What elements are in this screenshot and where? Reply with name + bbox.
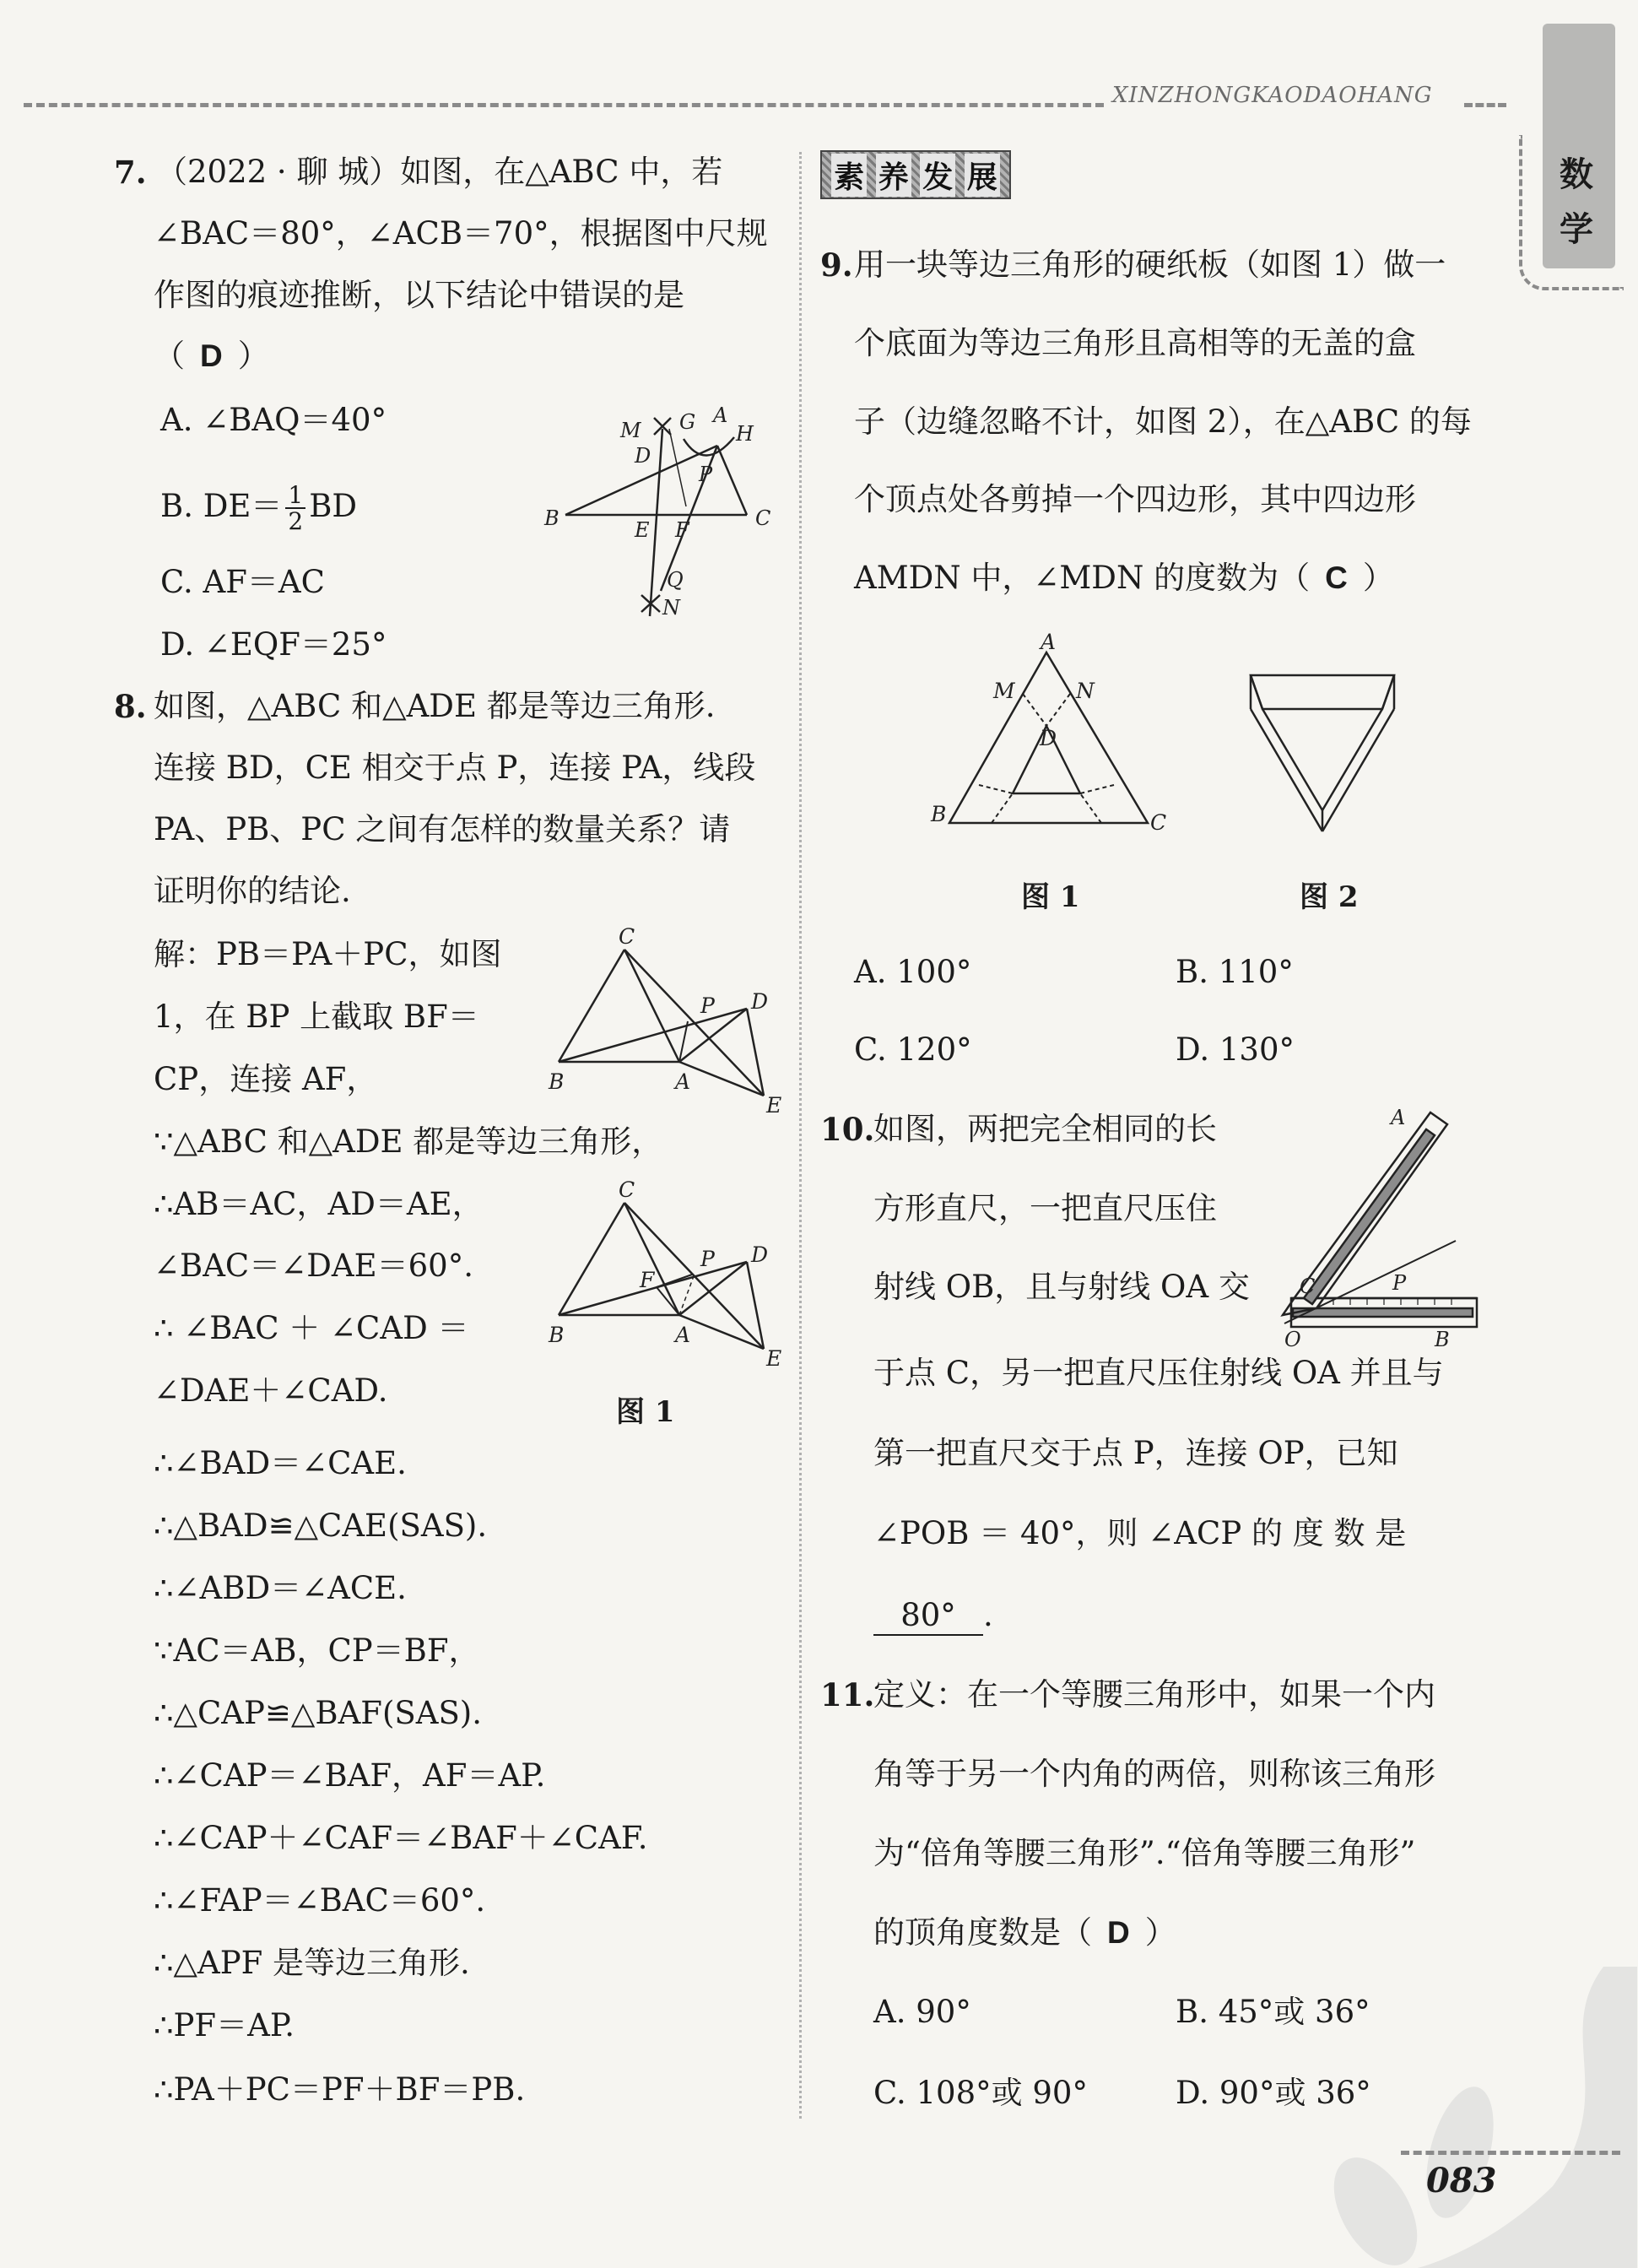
q7-fig-label-m: M (620, 419, 641, 442)
q7-option-d: D. ∠EQF＝25° (160, 626, 387, 663)
q10-fig-label-a: A (1391, 1106, 1406, 1129)
q8-figure-a (549, 924, 782, 1118)
q7-option-b-suffix: BD (309, 487, 358, 524)
q7-fig-label-e: E (635, 518, 650, 542)
q9-fig-label-c: C (1150, 810, 1167, 835)
q8-fig-b-label-d: D (751, 1242, 769, 1267)
q11-paren-close: ） (1144, 1914, 1176, 1951)
q7-fig-label-h: H (736, 422, 754, 446)
q10-fig-label-p: P (1392, 1271, 1407, 1295)
q10-number: 10. (820, 1111, 875, 1148)
q7-line-2: ∠BAC＝80°，∠ACB＝70°，根据图中尺规 (154, 215, 768, 252)
q9-fig-label-n: N (1076, 679, 1095, 703)
q11-line-2: 角等于另一个内角的两倍，则称该三角形 (873, 1756, 1435, 1792)
q8-solution-line-17: ∴△APF 是等边三角形. (154, 1945, 470, 1981)
q8-fig-b-label-a: A (675, 1323, 691, 1347)
q7-fig-label-b: B (544, 506, 560, 530)
q7-number: 7. (114, 154, 147, 191)
q8-figure-caption: 图 1 (616, 1395, 675, 1429)
q7-answer: D (200, 338, 223, 373)
q8-solution-line-6: ∠BAC＝∠DAE＝60°. (154, 1248, 473, 1284)
q8-figure-b (549, 1177, 782, 1376)
q9-figure-2 (1241, 663, 1409, 840)
q9-line-5: AMDN 中，∠MDN 的度数为（ (854, 560, 1311, 596)
q10-fig-label-o: O (1284, 1328, 1301, 1351)
q8-fig-a-label-a: A (675, 1069, 691, 1094)
q10-end: . (983, 1597, 993, 1633)
q8-line-3: PA、PB、PC 之间有怎样的数量关系？请 (154, 811, 731, 847)
q8-fig-a-label-c: C (619, 924, 635, 949)
q8-line-2: 连接 BD，CE 相交于点 P，连接 PA，线段 (154, 750, 756, 786)
q8-solution-line-18: ∴PF＝AP. (154, 2007, 295, 2043)
q11-option-d: D. 90°或 36° (1176, 2075, 1371, 2111)
q8-fig-b-label-c: C (619, 1177, 635, 1202)
q8-solution-line-4: ∵△ABC 和△ADE 都是等边三角形， (154, 1123, 663, 1160)
q9-line-1: 用一块等边三角形的硬纸板（如图 1）做一 (854, 246, 1446, 283)
section-badge-char-2: 养 (876, 154, 911, 197)
q9-line-4: 个顶点处各剪掉一个四边形，其中四边形 (854, 481, 1416, 517)
section-badge (820, 150, 1011, 199)
q8-solution-line-14: ∴∠CAP＝∠BAF，AF＝AP. (154, 1757, 546, 1794)
fraction-numerator: 1 (285, 483, 305, 509)
q9-figure-2-caption: 图 2 (1300, 880, 1359, 914)
section-badge-char-4: 展 (965, 154, 1000, 197)
q7-fig-label-n: N (662, 596, 680, 620)
q7-fig-label-c: C (755, 506, 771, 530)
section-badge-char-3: 发 (920, 154, 955, 197)
q10-line-1: 如图，两把完全相同的长 (873, 1111, 1217, 1147)
subject-tab-char-1: 数 (1560, 154, 1593, 194)
q7-fig-label-d: D (635, 444, 651, 468)
q10-fig-label-c: C (1300, 1275, 1316, 1298)
q8-solution-line-7: ∴ ∠BAC ＋ ∠CAD ＝ (154, 1310, 469, 1346)
q7-paren-close: ） (237, 338, 269, 374)
q11-answer-line (873, 1914, 1176, 1951)
q7-fig-label-a: A (713, 403, 728, 427)
header-dashed-line-end (1464, 103, 1506, 107)
q9-fig-label-d: D (1040, 726, 1057, 750)
q7-fig-label-f: F (675, 518, 689, 542)
q10-fig-label-b: B (1435, 1328, 1450, 1351)
q8-solution-line-9: ∴∠BAD＝∠CAE. (154, 1445, 407, 1481)
q8-fig-b-label-e: E (766, 1346, 782, 1371)
q9-fig-label-a: A (1041, 630, 1057, 654)
q8-fig-b-label-b: B (549, 1323, 565, 1347)
q8-solution-line-2: 1，在 BP 上截取 BF＝ (154, 999, 479, 1035)
q7-option-b-fraction (285, 483, 305, 534)
q8-fig-a-label-e: E (766, 1093, 782, 1118)
q9-option-a: A. 100° (854, 954, 972, 990)
q11-option-c: C. 108°或 90° (873, 2075, 1088, 2111)
q9-option-c: C. 120° (854, 1031, 972, 1068)
q9-line-2: 个底面为等边三角形且高相等的无盖的盒 (854, 325, 1416, 361)
q11-line-1: 定义：在一个等腰三角形中，如果一个内 (873, 1676, 1435, 1713)
q7-fig-label-q: Q (667, 568, 684, 592)
q8-solution-line-13: ∴△CAP≌△BAF(SAS). (154, 1695, 483, 1731)
q8-fig-a-label-p: P (700, 993, 715, 1018)
q11-line-3: 为“倍角等腰三角形”.“倍角等腰三角形” (873, 1835, 1416, 1871)
subject-tab-char-2: 学 (1560, 209, 1593, 249)
q9-line-3: 子（边缝忽略不计，如图 2），在△ABC 的每 (854, 403, 1472, 440)
q7-fig-label-p: P (699, 463, 713, 486)
q9-fig-label-b: B (931, 802, 947, 826)
q11-option-b: B. 45°或 36° (1176, 1994, 1370, 2030)
q8-solution-line-1: 解：PB＝PA＋PC，如图 (154, 936, 502, 972)
q8-solution-line-12: ∵AC＝AB，CP＝BF， (154, 1632, 480, 1669)
q8-solution-line-8: ∠DAE＋∠CAD. (154, 1372, 388, 1409)
q7-figure (540, 397, 785, 625)
q8-fig-b-label-f: F (640, 1268, 655, 1292)
footer-dashed-line (1401, 2151, 1620, 2155)
running-title: XINZHONGKAODAOHANG (1112, 83, 1433, 108)
q10-figure (1283, 1106, 1485, 1351)
q7-option-a: A. ∠BAQ＝40° (160, 402, 387, 438)
q10-answer-line (873, 1597, 993, 1636)
fraction-denominator: 2 (288, 507, 304, 536)
q10-line-6: ∠POB ＝ 40°，则 ∠ACP 的 度 数 是 (873, 1515, 1407, 1551)
q8-solution-line-15: ∴∠CAP＋∠CAF＝∠BAF＋∠CAF. (154, 1820, 648, 1856)
corner-decoration (1300, 1967, 1637, 2268)
page-number: 083 (1426, 2161, 1497, 2200)
q10-line-5: 第一把直尺交于点 P，连接 OP，已知 (873, 1435, 1398, 1471)
q8-solution-line-11: ∴∠ABD＝∠ACE. (154, 1570, 407, 1606)
q8-line-4: 证明你的结论. (154, 873, 351, 909)
q7-option-b-prefix: B. DE＝ (160, 487, 283, 524)
q11-line-4: 的顶角度数是（ (873, 1914, 1092, 1951)
q8-solution-line-10: ∴△BAD≌△CAE(SAS). (154, 1507, 488, 1544)
q8-fig-a-label-d: D (751, 989, 769, 1014)
q7-answer-line (154, 338, 269, 375)
section-badge-char-1: 素 (831, 154, 867, 197)
q9-option-b: B. 110° (1176, 954, 1294, 990)
q7-option-c: C. AF＝AC (160, 564, 325, 600)
q8-fig-b-label-p: P (700, 1247, 715, 1271)
q8-solution-line-16: ∴∠FAP＝∠BAC＝60°. (154, 1882, 486, 1919)
q11-answer: D (1107, 1915, 1130, 1950)
q10-line-2: 方形直尺，一把直尺压住 (873, 1190, 1217, 1226)
q7-fig-label-g: G (679, 410, 696, 434)
q10-line-4: 于点 C，另一把直尺压住射线 OA 并且与 (873, 1355, 1444, 1391)
q10-line-3: 射线 OB，且与射线 OA 交 (873, 1269, 1250, 1305)
q9-fig-label-m: M (993, 679, 1015, 703)
q7-line-1: （2022 · 聊 城）如图，在△ABC 中，若 (156, 154, 723, 190)
q9-answer-line (854, 560, 1394, 597)
q9-figure-1-caption: 图 1 (1021, 880, 1080, 914)
q7-option-b (160, 483, 357, 534)
q8-solution-line-19: ∴PA＋PC＝PF＋BF＝PB. (154, 2071, 526, 2108)
q11-number: 11. (820, 1676, 875, 1713)
q8-number: 8. (114, 688, 147, 725)
column-divider (799, 152, 802, 2119)
q9-figure-1 (924, 629, 1177, 840)
q7-paren-open: （ (154, 338, 185, 374)
q8-line-1: 如图，△ABC 和△ADE 都是等边三角形. (154, 688, 716, 724)
q9-number: 9. (820, 246, 853, 284)
q8-fig-a-label-b: B (549, 1069, 565, 1094)
q9-option-d: D. 130° (1176, 1031, 1295, 1068)
q8-solution-line-5: ∴AB＝AC，AD＝AE， (154, 1186, 484, 1222)
q8-solution-line-3: CP，连接 AF， (154, 1061, 378, 1097)
q11-option-a: A. 90° (873, 1994, 971, 2030)
q9-answer: C (1325, 560, 1348, 595)
q10-answer: 80° (873, 1597, 983, 1636)
q9-paren-close: ） (1362, 560, 1394, 596)
header-dashed-line (24, 103, 1104, 107)
q7-line-3: 作图的痕迹推断，以下结论中错误的是 (154, 277, 684, 313)
